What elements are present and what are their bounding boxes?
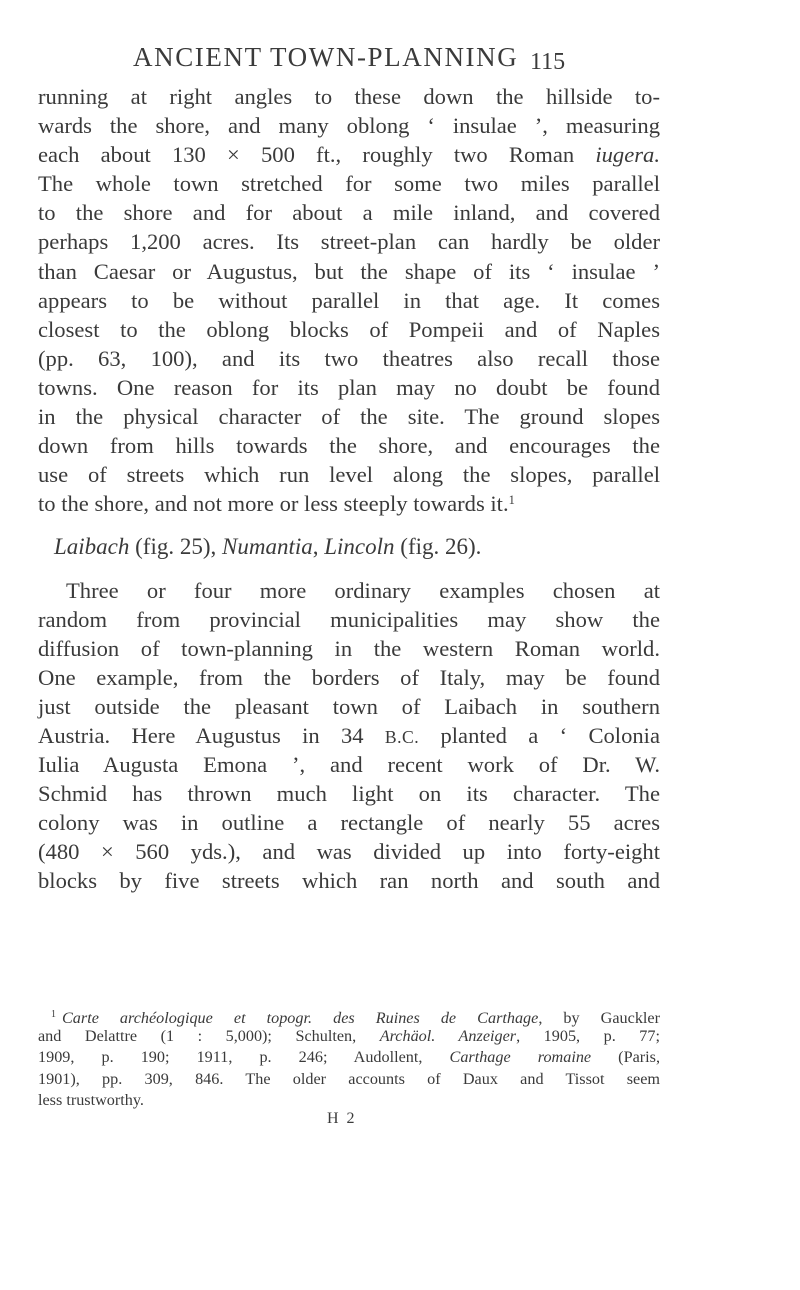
signature-mark: H 2: [327, 1110, 357, 1127]
footnotes: [38, 1004, 660, 1112]
text-line: Schmid has thrown much light on its character. The: [38, 781, 660, 807]
text-run: 1909, p. 190; 1911, p. 246; Audollent,: [38, 1048, 450, 1067]
heading-place: Lincoln: [324, 534, 395, 560]
footnote-line: [38, 1004, 660, 1026]
text-line: One example, from the borders of Italy, may be found: [38, 664, 660, 690]
text-line: than Caesar or Augustus, but the shape of its ‘ insulae ’: [38, 258, 660, 284]
text-line: random from provincial municipalities may show the: [38, 606, 660, 632]
citation-title: Archäol. Anzeiger: [379, 1026, 517, 1045]
text-line: [38, 489, 660, 518]
text-line: Three or four more ordinary examples chosen at: [66, 577, 660, 603]
text-line: appears to be without parallel in that age. It comes: [38, 287, 660, 313]
text-line: just outside the pleasant town of Laibach in southern: [38, 693, 660, 719]
text-line: colony was in outline a rectangle of nearly 55 acres: [38, 810, 660, 836]
body-text: [38, 82, 660, 896]
citation-title: Carthage romaine: [449, 1048, 592, 1067]
citation-title: Carte archéologique et topogr. des Ruines de Carthage: [62, 1009, 539, 1027]
text-run: planted a ‘ Colonia: [419, 722, 660, 748]
page-header: [0, 42, 800, 82]
text-run: to the shore, and not more or less steeply towards it.: [38, 491, 509, 517]
page-number: 115: [530, 49, 566, 75]
footnote-mark: 1: [51, 1009, 56, 1020]
footnote-line: [38, 1026, 660, 1048]
footnote-reference[interactable]: 1: [508, 493, 515, 508]
section-heading: [38, 532, 660, 561]
footnote-line: [38, 1047, 660, 1069]
small-caps-abbrev: B.C.: [384, 726, 420, 747]
text-run: , 1905, p. 77;: [516, 1026, 660, 1045]
running-head: ANCIENT TOWN-PLANNING: [133, 42, 519, 72]
text-run: Austria. Here Augustus in 34: [38, 722, 385, 748]
text-line: [38, 140, 660, 169]
heading-place: Numantia: [222, 534, 313, 560]
text-run: (Paris,: [591, 1048, 660, 1067]
italic-term: iugera.: [595, 142, 660, 168]
heading-place: Laibach: [54, 534, 130, 560]
text-line: running at right angles to these down the hillside to-: [38, 84, 660, 109]
text-run: and Delattre (1 : 5,000); Schulten,: [38, 1026, 380, 1045]
text-line: down from hills towards the shore, and encourages the: [38, 433, 660, 459]
text-line: (pp. 63, 100), and its two theatres also recall those: [38, 345, 660, 371]
text-line: blocks by five streets which ran north and south and: [38, 868, 660, 894]
text-run: each about 130 × 500 ft., roughly two Roman: [38, 142, 596, 168]
text-line: Iulia Augusta Emona ’, and recent work of Dr. W.: [38, 752, 660, 778]
text-line: in the physical character of the site. The ground slopes: [38, 404, 660, 430]
text-line: to the shore and for about a mile inland, and covered: [38, 200, 660, 226]
text-line: perhaps 1,200 acres. Its street-plan can hardly be older: [38, 229, 660, 255]
text-line: towns. One reason for its plan may no doubt be found: [38, 374, 660, 400]
text-line: [38, 721, 660, 750]
text-line: (480 × 560 yds.), and was divided up into forty-eight: [38, 839, 660, 865]
text-line: The whole town stretched for some two miles parallel: [38, 171, 660, 197]
text-line: closest to the oblong blocks of Pompeii and of Naples: [38, 316, 660, 342]
heading-text: (fig. 26).: [394, 534, 482, 560]
footnote-line: less trustworthy.: [38, 1091, 144, 1110]
text-line: use of streets which run level along the slopes, parallel: [38, 462, 660, 488]
text-line: diffusion of town-planning in the western Roman world.: [38, 635, 660, 661]
footnote-line: 1901), pp. 309, 846. The older accounts of Daux and Tissot seem: [38, 1069, 660, 1088]
heading-text: (fig. 25),: [129, 534, 223, 560]
heading-text: ,: [312, 534, 325, 560]
text-line: wards the shore, and many oblong ‘ insulae ’, measuring: [38, 113, 660, 139]
text-run: , by Gauckler: [538, 1009, 660, 1027]
